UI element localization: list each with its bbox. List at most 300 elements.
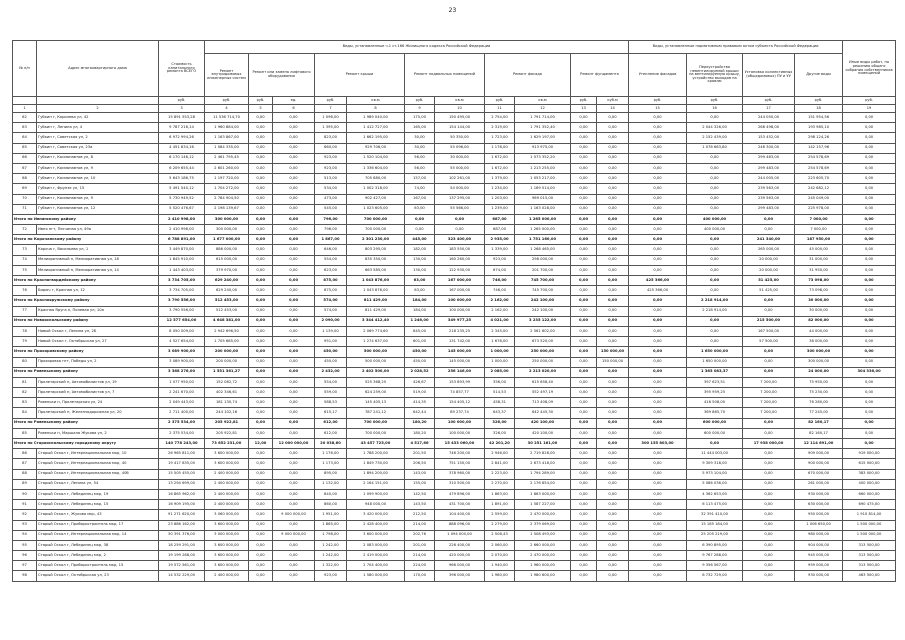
value-cell: 0,00 xyxy=(571,286,597,296)
value-cell: 0,00 xyxy=(597,428,629,438)
value-cell: 746 200,00 xyxy=(435,449,485,459)
value-cell: 2 213 020,00 xyxy=(515,367,571,377)
row-number: 90 xyxy=(13,489,37,499)
value-cell: 0,00 xyxy=(571,571,597,581)
value-cell: 0,00 xyxy=(571,265,597,275)
address-cell: Старый Оскол г, Лебединец мкр, 2 xyxy=(37,551,159,561)
unit-cell: руб. xyxy=(405,97,435,105)
header-group-row xyxy=(13,41,896,54)
value-cell: 131 742,00 xyxy=(435,337,485,347)
value-cell: 0,00 xyxy=(843,326,896,336)
value-cell: 1 551 361,27 xyxy=(205,367,249,377)
value-cell: 20 000,00 xyxy=(743,265,795,275)
group-other: Иные виды работ, по решению общего собрания собственников помещений xyxy=(843,41,896,97)
value-cell: 0,00 xyxy=(843,408,896,418)
value-cell: 2 069 774,60 xyxy=(347,326,405,336)
value-cell: 512 453,00 xyxy=(205,296,249,306)
subtotal-row xyxy=(13,214,896,224)
row-number: 87 xyxy=(13,459,37,469)
table-row xyxy=(13,551,896,561)
value-cell: 0,00 xyxy=(743,367,795,377)
subtotal-row xyxy=(13,367,896,377)
address-cell: Красная Яруга п, Полевая ул, 10а xyxy=(37,306,159,316)
value-cell: 0,00 xyxy=(273,520,315,530)
value-cell: 1 176,00 xyxy=(485,143,515,153)
value-cell: 3 790 556,00 xyxy=(159,306,205,316)
value-cell: 0,00 xyxy=(249,316,273,326)
table-row xyxy=(13,377,896,387)
value-cell: 30 000,00 xyxy=(795,306,843,316)
value-cell: 167,00 xyxy=(405,194,435,204)
value-cell: 193 985,10 xyxy=(795,123,843,133)
value-cell: 629 240,00 xyxy=(205,286,249,296)
value-cell: 0,00 xyxy=(273,214,315,224)
address-cell: Ровеньки п, Пролетарская ул, 24 xyxy=(37,398,159,408)
value-cell: 13 294 699,00 xyxy=(159,479,205,489)
row-number: 70 xyxy=(13,194,37,204)
value-cell: 420 100,00 xyxy=(515,418,571,428)
table-row xyxy=(13,184,896,194)
value-cell: 82 160,17 xyxy=(795,428,843,438)
value-cell: 2 561 602,00 xyxy=(515,326,571,336)
value-cell: 2 704 400,00 xyxy=(347,561,405,571)
value-cell: 0,00 xyxy=(843,214,896,224)
value-cell: 1 336 604,00 xyxy=(347,163,405,173)
value-cell: 0,00 xyxy=(687,194,743,204)
value-cell: 2 319,00 xyxy=(485,123,515,133)
value-cell: 12 114 691,00 xyxy=(795,439,843,449)
value-cell: 420 100,00 xyxy=(515,428,571,438)
value-cell: 923,00 xyxy=(315,163,347,173)
value-cell: 1 239,00 xyxy=(485,204,515,214)
value-cell: 397 623,51 xyxy=(687,377,743,387)
value-cell: 705 880,00 xyxy=(347,174,405,184)
value-cell: 241 340,00 xyxy=(743,235,795,245)
value-cell: 0,00 xyxy=(629,418,687,428)
value-cell: 15 185 184,00 xyxy=(687,520,743,530)
value-cell: 0,00 xyxy=(571,255,597,265)
value-cell: 225 978,00 xyxy=(795,204,843,214)
value-cell: 0,00 xyxy=(743,418,795,428)
value-cell: 15 433 060,00 xyxy=(435,439,485,449)
row-number: 73 xyxy=(13,245,37,255)
column-index-cell: 7 xyxy=(315,105,347,113)
value-cell: 601,00 xyxy=(405,337,435,347)
value-cell: 239 563,00 xyxy=(743,184,795,194)
value-cell: 559,00 xyxy=(315,388,347,398)
value-cell: 1 751 160,00 xyxy=(515,235,571,245)
value-cell: 2 461 795,45 xyxy=(205,153,249,163)
value-cell: 0,00 xyxy=(571,194,597,204)
value-cell: 746,00 xyxy=(485,286,515,296)
value-cell: 1 043 876,00 xyxy=(347,276,405,286)
value-cell: 0,00 xyxy=(249,408,273,418)
col-other-types: Другие виды xyxy=(795,54,843,97)
value-cell: 886 000,00 xyxy=(205,245,249,255)
value-cell: 1 951,00 xyxy=(315,510,347,520)
value-cell: 248 300,00 xyxy=(743,143,795,153)
address-cell: Старый Оскол г, Жукова мкр, 43 xyxy=(37,510,159,520)
unit-cell: руб. xyxy=(795,97,843,105)
value-cell: 0,00 xyxy=(249,571,273,581)
value-cell: 0,00 xyxy=(687,316,743,326)
value-cell: 0,00 xyxy=(597,500,629,510)
table-row xyxy=(13,428,896,438)
unit-cell xyxy=(13,97,37,105)
table-row xyxy=(13,153,896,163)
value-cell: 0,00 xyxy=(629,184,687,194)
address-cell: Пролетарский п, Автомобилистов ул, 19 xyxy=(37,377,159,387)
value-cell: 3 089 900,00 xyxy=(159,357,205,367)
value-cell: 700 000,00 xyxy=(347,214,405,224)
value-cell: 980 000,00 xyxy=(795,530,843,540)
value-cell: 0,00 xyxy=(843,245,896,255)
value-cell: 0,00 xyxy=(743,479,795,489)
value-cell: 0,00 xyxy=(249,367,273,377)
value-cell: 500 000,00 xyxy=(347,347,405,357)
value-cell: 2 152 439,00 xyxy=(687,133,743,143)
value-cell: 1 077 950,00 xyxy=(159,377,205,387)
table-row xyxy=(13,459,896,469)
value-cell: 3 600 000,00 xyxy=(347,530,405,540)
row-number: 77 xyxy=(13,306,37,316)
unit-cell: руб. xyxy=(159,97,205,105)
value-cell: 0,00 xyxy=(629,479,687,489)
value-cell: 0,00 xyxy=(571,306,597,316)
value-cell: 400 000,00 xyxy=(687,225,743,235)
subtotal-label: Итого по Старооскольскому городскому округу xyxy=(13,439,159,449)
value-cell: 154 144,00 xyxy=(435,123,485,133)
value-cell: 0,00 xyxy=(571,439,597,449)
value-cell: 0,00 xyxy=(571,337,597,347)
value-cell: 612,00 xyxy=(315,428,347,438)
value-cell: 201 700,00 xyxy=(515,265,571,275)
value-cell: 0,00 xyxy=(273,418,315,428)
value-cell: 1 791 714,00 xyxy=(515,113,571,123)
value-cell: 91 271 620,00 xyxy=(159,510,205,520)
value-cell: 2 400 000,00 xyxy=(205,500,249,510)
value-cell: 0,00 xyxy=(571,388,597,398)
value-cell: 700 000,00 xyxy=(347,428,405,438)
value-cell: 1 672,00 xyxy=(485,163,515,173)
row-number: 88 xyxy=(13,469,37,479)
value-cell: 378 960,00 xyxy=(435,469,485,479)
value-cell: 0,00 xyxy=(743,510,795,520)
value-cell: 298 000,00 xyxy=(515,255,571,265)
row-number: 95 xyxy=(13,540,37,550)
value-cell: 660 000,00 xyxy=(843,489,896,499)
address-cell: Старый Оскол г, Интернациональная мкр, 14 xyxy=(37,530,159,540)
value-cell: 0,00 xyxy=(571,316,597,326)
value-cell: 206,50 xyxy=(405,459,435,469)
value-cell: 1 173,00 xyxy=(315,459,347,469)
value-cell: 1 989 040,00 xyxy=(347,113,405,123)
row-number: 75 xyxy=(13,265,37,275)
table-row xyxy=(13,245,896,255)
value-cell: 0,00 xyxy=(571,214,597,224)
value-cell: 950 000,00 xyxy=(795,510,843,520)
value-cell: 534,00 xyxy=(315,184,347,194)
row-number: 82 xyxy=(13,388,37,398)
value-cell: 24 000,00 xyxy=(795,367,843,377)
table-row xyxy=(13,113,896,123)
value-cell: 840,00 xyxy=(315,489,347,499)
row-number: 81 xyxy=(13,377,37,387)
value-cell: 0,00 xyxy=(629,347,687,357)
value-cell: 0,00 xyxy=(249,326,273,336)
value-cell: 0,00 xyxy=(743,530,795,540)
unit-cell: ед. xyxy=(273,97,315,105)
value-cell: 0,00 xyxy=(629,510,687,520)
value-cell: 2 410 998,00 xyxy=(159,225,205,235)
value-cell: 0,00 xyxy=(629,540,687,550)
value-cell: 0,00 xyxy=(273,184,315,194)
value-cell: 0,00 xyxy=(629,449,687,459)
address-cell: Губкин г, Фрунзе ул, 15 xyxy=(37,184,159,194)
value-cell: 242 682,12 xyxy=(795,184,843,194)
value-cell: 44 000,00 xyxy=(795,326,843,336)
value-cell: 0,00 xyxy=(273,337,315,347)
value-cell: 242 100,00 xyxy=(515,306,571,316)
value-cell: 923,00 xyxy=(315,571,347,581)
value-cell: 0,00 xyxy=(597,520,629,530)
group-regional: Виды, установленные нормативным правовым актом субъекта Российской Федерации xyxy=(629,41,843,54)
column-index-cell: 16 xyxy=(687,105,743,113)
value-cell: 514,53 xyxy=(485,388,515,398)
value-cell: 0,00 xyxy=(743,214,795,224)
value-cell: 167 500,00 xyxy=(743,326,795,336)
value-cell: 450,00 xyxy=(405,347,435,357)
value-cell: 145 000,00 xyxy=(435,357,485,367)
value-cell: 9 000 000,00 xyxy=(273,510,315,520)
value-cell: 420 000,00 xyxy=(435,551,485,561)
value-cell: 0,00 xyxy=(629,530,687,540)
value-cell: 11 536 714,70 xyxy=(205,113,249,123)
value-cell: 0,00 xyxy=(629,428,687,438)
col-total-cost: Стоимость капитального ремонта ВСЕГО xyxy=(159,41,205,97)
value-cell: 3 790 556,00 xyxy=(159,296,205,306)
value-cell: 0,00 xyxy=(571,408,597,418)
address-cell: Бирюч г, Красная ул, 12 xyxy=(37,286,159,296)
value-cell: 299 483,00 xyxy=(743,204,795,214)
value-cell: 1 863,00 xyxy=(485,489,515,499)
value-cell: 6 788 891,00 xyxy=(159,235,205,245)
value-cell: 1 132,00 xyxy=(315,479,347,489)
value-cell: 1 000,00 xyxy=(485,347,515,357)
value-cell: 3 600 000,00 xyxy=(205,540,249,550)
row-number: 62 xyxy=(13,113,37,123)
value-cell: 875,00 xyxy=(315,276,347,286)
value-cell: 0,00 xyxy=(743,469,795,479)
value-cell: 268 498,00 xyxy=(743,123,795,133)
value-cell: 1 865,00 xyxy=(315,520,347,530)
value-cell: 298 124,26 xyxy=(795,133,843,143)
value-cell: 1 002 318,00 xyxy=(347,184,405,194)
value-cell: 1 960 884,00 xyxy=(205,123,249,133)
value-cell: 1 867,00 xyxy=(315,235,347,245)
value-cell: 0,00 xyxy=(597,530,629,540)
value-cell: 2 049 443,00 xyxy=(159,398,205,408)
value-cell: 0,00 xyxy=(273,367,315,377)
value-cell: 2 400 000,00 xyxy=(205,479,249,489)
value-cell: 0,00 xyxy=(843,153,896,163)
value-cell: 75 950,00 xyxy=(795,377,843,387)
value-cell: 0,00 xyxy=(743,449,795,459)
value-cell: 244 102,16 xyxy=(205,408,249,418)
value-cell: 56,00 xyxy=(405,153,435,163)
value-cell: 425 366,00 xyxy=(629,286,687,296)
address-cell: Старый Оскол г, Интернациональная мкр, 40б xyxy=(37,469,159,479)
value-cell: 0,00 xyxy=(249,255,273,265)
table-row xyxy=(13,388,896,398)
value-cell: 1 650 000,00 xyxy=(687,347,743,357)
value-cell: 0,00 xyxy=(249,276,273,286)
value-cell: 0,00 xyxy=(629,398,687,408)
value-cell: 1 169 514,00 xyxy=(515,184,571,194)
value-cell: 45 000,00 xyxy=(795,245,843,255)
value-cell: 0,00 xyxy=(597,153,629,163)
value-cell: 0,00 xyxy=(843,296,896,306)
value-cell: 145 000,00 xyxy=(435,347,485,357)
value-cell: 0,00 xyxy=(687,337,743,347)
column-index-cell: 3 xyxy=(159,105,205,113)
value-cell: 0,00 xyxy=(743,571,795,581)
value-cell: 600 000,00 xyxy=(687,428,743,438)
address-cell: Старый Оскол г, Приборостроитель мкр, 17 xyxy=(37,520,159,530)
value-cell: 0,00 xyxy=(249,296,273,306)
subtotal-row xyxy=(13,296,896,306)
value-cell: 75 230,00 xyxy=(795,388,843,398)
value-cell: 0,00 xyxy=(687,113,743,123)
address-cell: Губкин г, Космонавтов ул, 10 xyxy=(37,174,159,184)
value-cell: 0,00 xyxy=(249,225,273,235)
value-cell: 0,00 xyxy=(629,551,687,561)
value-cell: 0,00 xyxy=(273,113,315,123)
value-cell: 31 000,00 xyxy=(795,255,843,265)
value-cell: 0,00 xyxy=(273,225,315,235)
value-cell: 82 160,17 xyxy=(795,418,843,428)
value-cell: 1 339,00 xyxy=(485,245,515,255)
value-cell: 919 000,00 xyxy=(843,449,896,459)
value-cell: 183 550,00 xyxy=(435,245,485,255)
value-cell: 2 375 534,00 xyxy=(159,428,205,438)
value-cell: 0,00 xyxy=(597,123,629,133)
value-cell: 0,00 xyxy=(687,204,743,214)
value-cell: 0,00 xyxy=(843,133,896,143)
column-index-cell: 8 xyxy=(347,105,405,113)
value-cell: 1 500 000,00 xyxy=(843,530,896,540)
value-cell: 4 362 653,00 xyxy=(687,489,743,499)
value-cell: 913 975,00 xyxy=(515,143,571,153)
value-cell: 811 429,00 xyxy=(347,306,405,316)
value-cell: 0,00 xyxy=(571,510,597,520)
value-cell: 0,00 xyxy=(597,479,629,489)
value-cell: 0,00 xyxy=(249,153,273,163)
value-cell: 215 500,00 xyxy=(743,316,795,326)
value-cell: 165,00 xyxy=(405,123,435,133)
value-cell: 1 910 814,00 xyxy=(843,510,896,520)
value-cell: 9 309 318,00 xyxy=(687,459,743,469)
value-cell: 2 301 230,00 xyxy=(347,235,405,245)
value-cell: 250 000,00 xyxy=(515,357,571,367)
value-cell: 32 391 410,00 xyxy=(687,510,743,520)
column-index-cell: 19 xyxy=(843,105,896,113)
value-cell: 0,00 xyxy=(273,357,315,367)
address-cell: Старый Оскол г, Лебединец мкр, 19 xyxy=(37,489,159,499)
value-cell: 0,00 xyxy=(843,194,896,204)
value-cell: 0,00 xyxy=(629,123,687,133)
unit-cell: руб. xyxy=(485,97,515,105)
value-cell: 2 400 000,00 xyxy=(205,489,249,499)
value-cell: 0,00 xyxy=(571,540,597,550)
value-cell: 615 000,00 xyxy=(205,255,249,265)
value-cell: 0,00 xyxy=(571,428,597,438)
value-cell: 690 475,00 xyxy=(843,500,896,510)
value-cell: 624 259,00 xyxy=(347,388,405,398)
value-cell: 0,00 xyxy=(597,316,629,326)
value-cell: 0,00 xyxy=(571,184,597,194)
value-cell: 0,00 xyxy=(629,388,687,398)
value-cell: 2 400 000,00 xyxy=(205,469,249,479)
value-cell: 2 673 418,00 xyxy=(515,459,571,469)
column-index-cell: 9 xyxy=(405,105,435,113)
value-cell: 0,00 xyxy=(629,194,687,204)
table-row xyxy=(13,449,896,459)
value-cell: 205 922,81 xyxy=(205,418,249,428)
subtotal-label: Итого по Новооскольскому району xyxy=(13,316,159,326)
value-cell: 2 400 000,00 xyxy=(205,571,249,581)
value-cell: 300 000,00 xyxy=(205,214,249,224)
value-cell: 0,00 xyxy=(687,153,743,163)
value-cell: 0,00 xyxy=(629,296,687,306)
value-cell: 201,50 xyxy=(405,449,435,459)
value-cell: 155,00 xyxy=(405,479,435,489)
value-cell: 55 000,00 xyxy=(435,163,485,173)
table-row xyxy=(13,469,896,479)
value-cell: 0,00 xyxy=(249,347,273,357)
value-cell: 242 100,00 xyxy=(515,296,571,306)
value-cell: 5 973 104,00 xyxy=(687,469,743,479)
table-row xyxy=(13,408,896,418)
value-cell: 30 000,00 xyxy=(795,296,843,306)
value-cell: 369 865,70 xyxy=(687,408,743,418)
value-cell: 2 410 998,00 xyxy=(159,214,205,224)
value-cell: 151 954,56 xyxy=(795,113,843,123)
value-cell: 0,00 xyxy=(843,174,896,184)
value-cell: 2 162,00 xyxy=(485,306,515,316)
value-cell: 0,00 xyxy=(273,347,315,357)
value-cell: 574,00 xyxy=(315,296,347,306)
value-cell: 9 767 288,00 xyxy=(687,551,743,561)
value-cell: 3 344 412,40 xyxy=(347,316,405,326)
value-cell: 299 483,00 xyxy=(743,163,795,173)
value-cell: 2 028,52 xyxy=(405,367,435,377)
value-cell: 0,00 xyxy=(597,143,629,153)
value-cell: 3 600 000,00 xyxy=(205,561,249,571)
value-cell: 0,00 xyxy=(273,245,315,255)
value-cell: 1 794 289,00 xyxy=(515,469,571,479)
value-cell: 0,00 xyxy=(249,428,273,438)
value-cell: 43 457 725,00 xyxy=(347,439,405,449)
value-cell: 552 497,19 xyxy=(515,388,571,398)
value-cell: 0,00 xyxy=(249,265,273,275)
unit-cell: руб. xyxy=(629,97,687,105)
value-cell: 0,00 xyxy=(249,551,273,561)
value-cell: 400 000,00 xyxy=(843,479,896,489)
subtotal-label: Итого по Корочанскому району xyxy=(13,235,159,245)
value-cell: 140 778 243,00 xyxy=(159,439,205,449)
value-cell: 0,00 xyxy=(571,133,597,143)
